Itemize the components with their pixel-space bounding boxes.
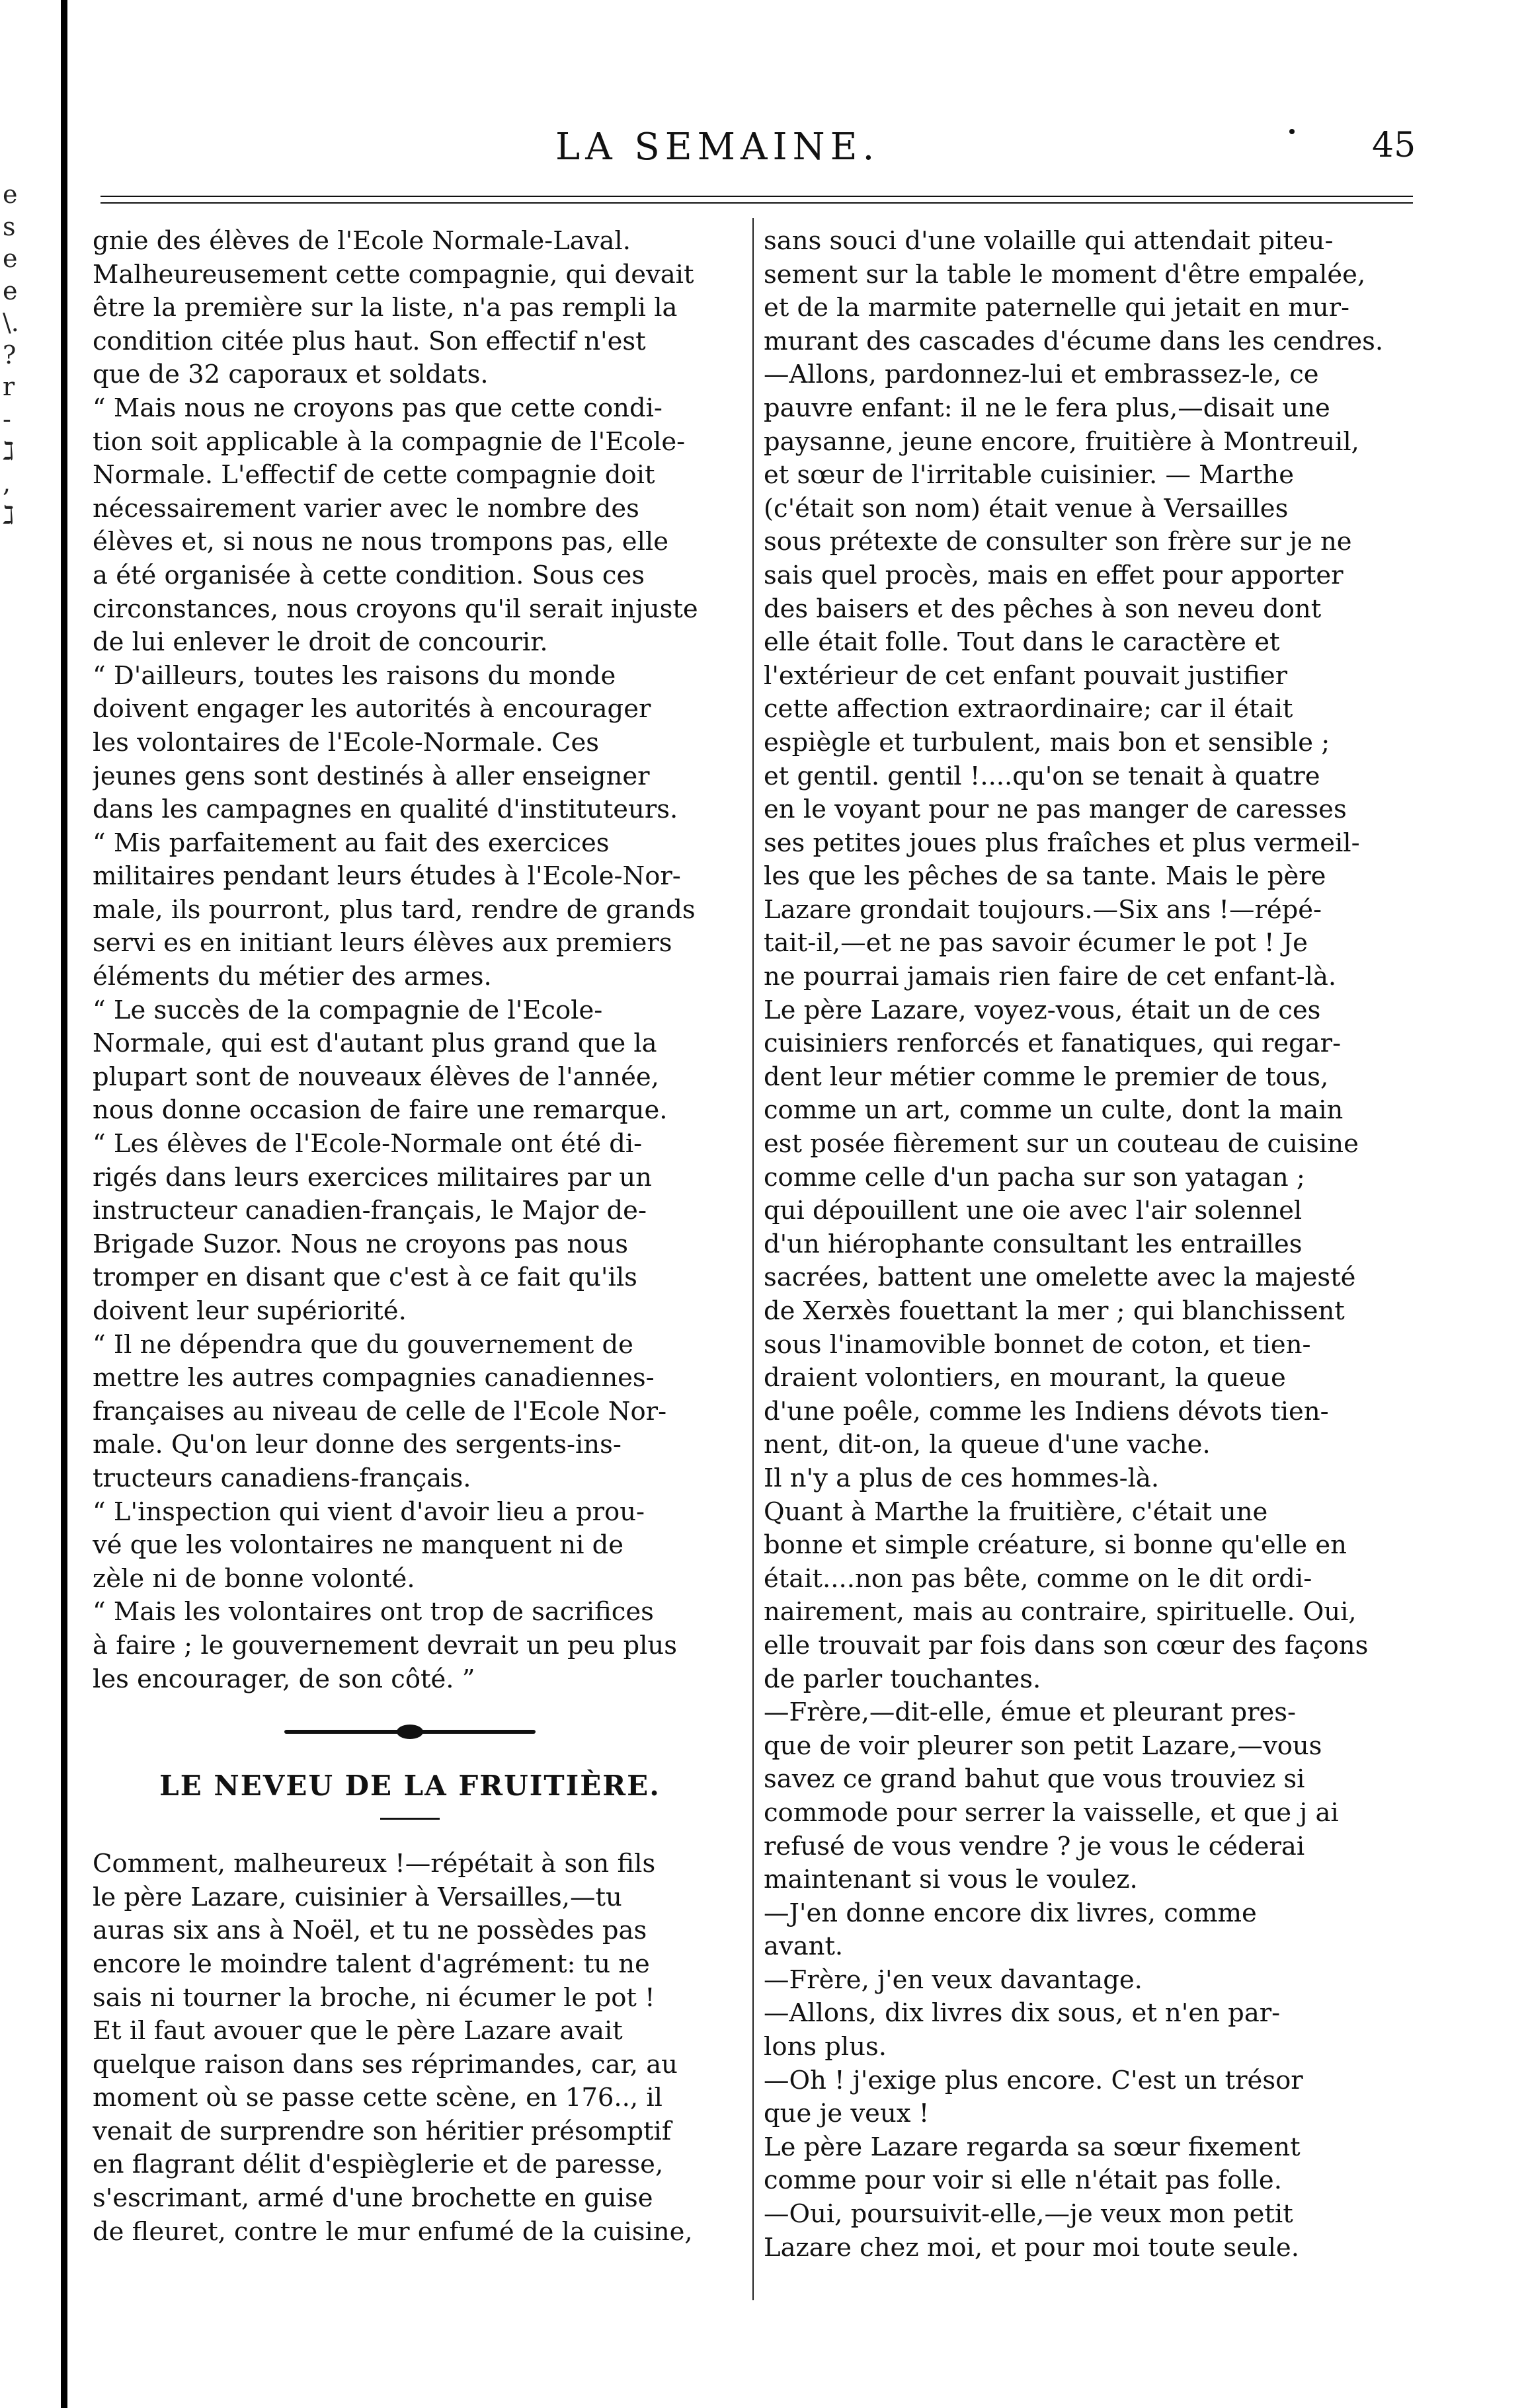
text-line: “ Le succès de la compagnie de l'Ecole-: [93, 995, 603, 1025]
text-line: comme pour voir si elle n'était pas folle.: [764, 2165, 1282, 2196]
text-line: françaises au niveau de celle de l'Ecole Nor-: [93, 1396, 667, 1426]
text-line: “ Il ne dépendra que du gouvernement de: [93, 1329, 633, 1360]
header-double-rule: [100, 196, 1413, 204]
text-line: sais quel procès, mais en effet pour apporter: [764, 560, 1344, 590]
text-line: Il n'y a plus de ces hommes-là.: [764, 1463, 1160, 1493]
text-line: d'une poêle, comme les Indiens dévots tien-: [764, 1396, 1329, 1426]
margin-fragment-char: e: [3, 244, 18, 273]
running-title: LA SEMAINE.: [555, 126, 880, 169]
text-line: doivent engager les autorités à encourager: [93, 694, 651, 724]
text-line: élèves et, si nous ne nous trompons pas, elle: [93, 527, 669, 557]
text-line: paysanne, jeune encore, fruitière à Montreuil,: [764, 426, 1359, 457]
text-line: comme celle d'un pacha sur son yatagan ;: [764, 1162, 1305, 1192]
text-line: plupart sont de nouveaux élèves de l'année,: [93, 1062, 659, 1092]
text-line: “ Les élèves de l'Ecole-Normale ont été di-: [93, 1129, 643, 1159]
text-line: nous donne occasion de faire une remarque.: [93, 1095, 668, 1126]
text-line: venait de surprendre son héritier présomptif: [93, 2116, 672, 2146]
text-line: male, ils pourront, plus tard, rendre de grands: [93, 894, 696, 925]
text-line: moment où se passe cette scène, en 176.., il: [93, 2083, 663, 2113]
margin-fragment-char: s: [3, 212, 16, 241]
text-line: les volontaires de l'Ecole-Normale. Ces: [93, 727, 600, 757]
text-line: et sœur de l'irritable cuisinier. — Marthe: [764, 460, 1295, 490]
text-line: espiègle et turbulent, mais bon et sensible ;: [764, 727, 1330, 757]
margin-fragment-char: ℷ: [3, 500, 15, 529]
text-line: tromper en disant que c'est à ce fait qu'ils: [93, 1262, 637, 1293]
text-line: Malheureusement cette compagnie, qui devait: [93, 259, 694, 290]
text-line: les que les pêches de sa tante. Mais le père: [764, 861, 1326, 892]
text-line: mettre les autres compagnies canadiennes-: [93, 1363, 655, 1393]
text-line: Brigade Suzor. Nous ne croyons pas nous: [93, 1229, 629, 1259]
text-line: dans les campagnes en qualité d'instituteurs.: [93, 795, 678, 825]
text-line: “ Mais nous ne croyons pas que cette condi-: [93, 393, 663, 423]
text-line: le père Lazare, cuisinier à Versailles,—tu: [93, 1882, 622, 1912]
printer-dot: [1289, 129, 1295, 134]
text-line: que de voir pleurer son petit Lazare,—vous: [764, 1730, 1322, 1761]
text-line: a été organisée à cette condition. Sous ces: [93, 560, 645, 590]
text-line: de lui enlever le droit de concourir.: [93, 627, 548, 658]
text-line: les encourager, de son côté. ”: [93, 1664, 475, 1694]
text-line: encore le moindre talent d'agrément: tu ne: [93, 1949, 650, 1979]
text-line: elle trouvait par fois dans son cœur des façons: [764, 1630, 1369, 1660]
text-line: était....non pas bête, comme on le dit ordi-: [764, 1563, 1312, 1594]
text-line: militaires pendant leurs études à l'Ecole-Nor-: [93, 861, 681, 892]
margin-fragment-char: e: [3, 180, 18, 209]
text-line: ses petites joues plus fraîches et plus vermeil-: [764, 828, 1360, 858]
text-line: et gentil. gentil !....qu'on se tenait à quatre: [764, 761, 1320, 791]
text-line: cette affection extraordinaire; car il était: [764, 694, 1293, 724]
text-line: sacrées, battent une omelette avec la majesté: [764, 1262, 1356, 1293]
text-line: —Allons, pardonnez-lui et embrassez-le, ce: [764, 360, 1319, 390]
margin-fragment-char: e: [3, 276, 18, 305]
right-column-text: [764, 225, 1398, 2265]
binding-edge: [61, 0, 67, 2408]
text-line: lons plus.: [764, 2032, 887, 2062]
text-line: zèle ni de bonne volonté.: [93, 1563, 415, 1594]
column-divider: [752, 218, 754, 2300]
text-line: sement sur la table le moment d'être empalée,: [764, 259, 1366, 290]
text-line: dent leur métier comme le premier de tous,: [764, 1062, 1329, 1092]
text-line: Lazare grondait toujours.—Six ans !—répé-: [764, 894, 1322, 925]
story-opening-text: [93, 1847, 727, 2249]
title-underline-rule: [380, 1818, 440, 1820]
text-line: tait-il,—et ne pas savoir écumer le pot ! Je: [764, 928, 1308, 958]
text-line: tructeurs canadiens-français.: [93, 1463, 471, 1493]
text-line: cuisiniers renforcés et fanatiques, qui regar-: [764, 1029, 1342, 1059]
text-line: de fleuret, contre le mur enfumé de la cuisine,: [93, 2216, 693, 2247]
text-line: —Oh ! j'exige plus encore. C'est un trésor: [764, 2065, 1303, 2095]
text-line: vé que les volontaires ne manquent ni de: [93, 1530, 624, 1561]
text-line: elle était folle. Tout dans le caractère et: [764, 627, 1280, 658]
margin-fragment-char: ?: [3, 340, 17, 369]
text-line: —Frère, j'en veux davantage.: [764, 1964, 1143, 1995]
ornament-rule: [284, 1730, 536, 1734]
margin-fragment-char: ℷ: [3, 436, 15, 465]
text-line: nécessairement varier avec le nombre des: [93, 493, 639, 524]
text-line: instructeur canadien-français, le Major de-: [93, 1196, 647, 1226]
text-line: sais ni tourner la broche, ni écumer le pot !: [93, 1982, 655, 2013]
text-line: que de 32 caporaux et soldats.: [93, 360, 489, 390]
text-line: sous l'inamovible bonnet de coton, et tien-: [764, 1329, 1311, 1360]
page-number: 45: [1372, 126, 1416, 165]
text-line: sans souci d'une volaille qui attendait piteu-: [764, 226, 1334, 256]
text-line: —Allons, dix livres dix sous, et n'en par-: [764, 1998, 1281, 2029]
margin-fragment-char: -: [3, 404, 11, 434]
section-title: LE NEVEU DE LA FRUITIÈRE.: [159, 1769, 661, 1803]
text-line: male. Qu'on leur donne des sergents-ins-: [93, 1430, 622, 1460]
text-line: Le père Lazare regarda sa sœur fixement: [764, 2132, 1301, 2162]
text-line: et de la marmite paternelle qui jetait en mur-: [764, 293, 1350, 323]
margin-fragment-char: \.: [3, 308, 19, 337]
adjacent-page-margin: [3, 178, 29, 531]
text-line: murant des cascades d'écume dans les cendres.: [764, 326, 1384, 356]
text-line: “ Mais les volontaires ont trop de sacrifices: [93, 1597, 654, 1627]
text-line: Normale. L'effectif de cette compagnie doit: [93, 460, 655, 490]
text-line: Normale, qui est d'autant plus grand que la: [93, 1029, 657, 1059]
text-line: s'escrimant, armé d'une brochette en guise: [93, 2183, 653, 2214]
text-line: en flagrant délit d'espièglerie et de paresse,: [93, 2150, 664, 2180]
text-line: Comment, malheureux !—répétait à son fils: [93, 1849, 656, 1879]
text-line: des baisers et des pêches à son neveu dont: [764, 594, 1322, 624]
text-line: Et il faut avouer que le père Lazare avait: [93, 2016, 623, 2046]
text-line: en le voyant pour ne pas manger de caresses: [764, 795, 1347, 825]
text-line: l'extérieur de cet enfant pouvait justifier: [764, 660, 1288, 691]
text-line: —Oui, poursuivit-elle,—je veux mon petit: [764, 2199, 1293, 2230]
margin-fragment-char: r: [3, 372, 15, 401]
section-ornament: [93, 1713, 727, 1750]
text-line: de parler touchantes.: [764, 1664, 1041, 1694]
left-column: [93, 225, 727, 2249]
right-column: [764, 225, 1398, 2265]
text-line: doivent leur supériorité.: [93, 1296, 407, 1326]
text-line: être la première sur la liste, n'a pas rempli la: [93, 293, 678, 323]
text-line: draient volontiers, en mourant, la queue: [764, 1363, 1286, 1393]
left-column-text: [93, 225, 727, 1696]
text-line: gnie des élèves de l'Ecole Normale-Laval.: [93, 226, 631, 256]
text-line: —J'en donne encore dix livres, comme: [764, 1898, 1257, 1928]
text-line: “ D'ailleurs, toutes les raisons du monde: [93, 660, 616, 691]
text-line: auras six ans à Noël, et tu ne possèdes pas: [93, 1916, 647, 1946]
text-line: savez ce grand bahut que vous trouviez si: [764, 1764, 1305, 1795]
text-line: —Frère,—dit-elle, émue et pleurant pres-: [764, 1697, 1297, 1728]
text-line: commode pour serrer la vaisselle, et que j ai: [764, 1797, 1339, 1828]
text-line: quelque raison dans ses réprimandes, car, au: [93, 2049, 678, 2079]
text-line: rigés dans leurs exercices militaires par un: [93, 1162, 652, 1192]
text-line: à faire ; le gouvernement devrait un peu plus: [93, 1630, 677, 1660]
text-line: ne pourrai jamais rien faire de cet enfant-là.: [764, 962, 1337, 992]
text-line: maintenant si vous le voulez.: [764, 1865, 1138, 1895]
text-line: que je veux !: [764, 2099, 930, 2129]
text-line: pauvre enfant: il ne le fera plus,—disait une: [764, 393, 1330, 423]
text-line: jeunes gens sont destinés à aller enseigner: [93, 761, 650, 791]
text-line: est posée fièrement sur un couteau de cuisine: [764, 1129, 1359, 1159]
text-line: éléments du métier des armes.: [93, 962, 492, 992]
text-line: refusé de vous vendre ? je vous le céderai: [764, 1831, 1305, 1861]
margin-fragment-char: ,: [3, 468, 11, 498]
text-line: Lazare chez moi, et pour moi toute seule.: [764, 2232, 1299, 2263]
text-line: servi es en initiant leurs élèves aux premiers: [93, 928, 672, 958]
text-line: Quant à Marthe la fruitière, c'était une: [764, 1496, 1268, 1527]
text-line: sous prétexte de consulter son frère sur je ne: [764, 527, 1352, 557]
text-line: nairement, mais au contraire, spirituelle. Oui,: [764, 1597, 1357, 1627]
text-line: comme un art, comme un culte, dont la main: [764, 1095, 1344, 1126]
text-line: Le père Lazare, voyez-vous, était un de ces: [764, 995, 1321, 1025]
text-line: qui dépouillent une oie avec l'air solennel: [764, 1196, 1303, 1226]
text-line: “ Mis parfaitement au fait des exercices: [93, 828, 610, 858]
text-line: (c'était son nom) était venue à Versailles: [764, 493, 1289, 524]
text-line: nent, dit-on, la queue d'une vache.: [764, 1430, 1211, 1460]
text-line: bonne et simple créature, si bonne qu'elle en: [764, 1530, 1347, 1561]
text-line: tion soit applicable à la compagnie de l'Ecole-: [93, 426, 686, 457]
text-line: de Xerxès fouettant la mer ; qui blanchissent: [764, 1296, 1345, 1326]
text-line: avant.: [764, 1931, 844, 1962]
text-line: d'un hiérophante consultant les entrailles: [764, 1229, 1303, 1259]
text-line: “ L'inspection qui vient d'avoir lieu a prou-: [93, 1496, 645, 1527]
text-line: circonstances, nous croyons qu'il serait injuste: [93, 594, 698, 624]
text-line: condition citée plus haut. Son effectif n'est: [93, 326, 646, 356]
